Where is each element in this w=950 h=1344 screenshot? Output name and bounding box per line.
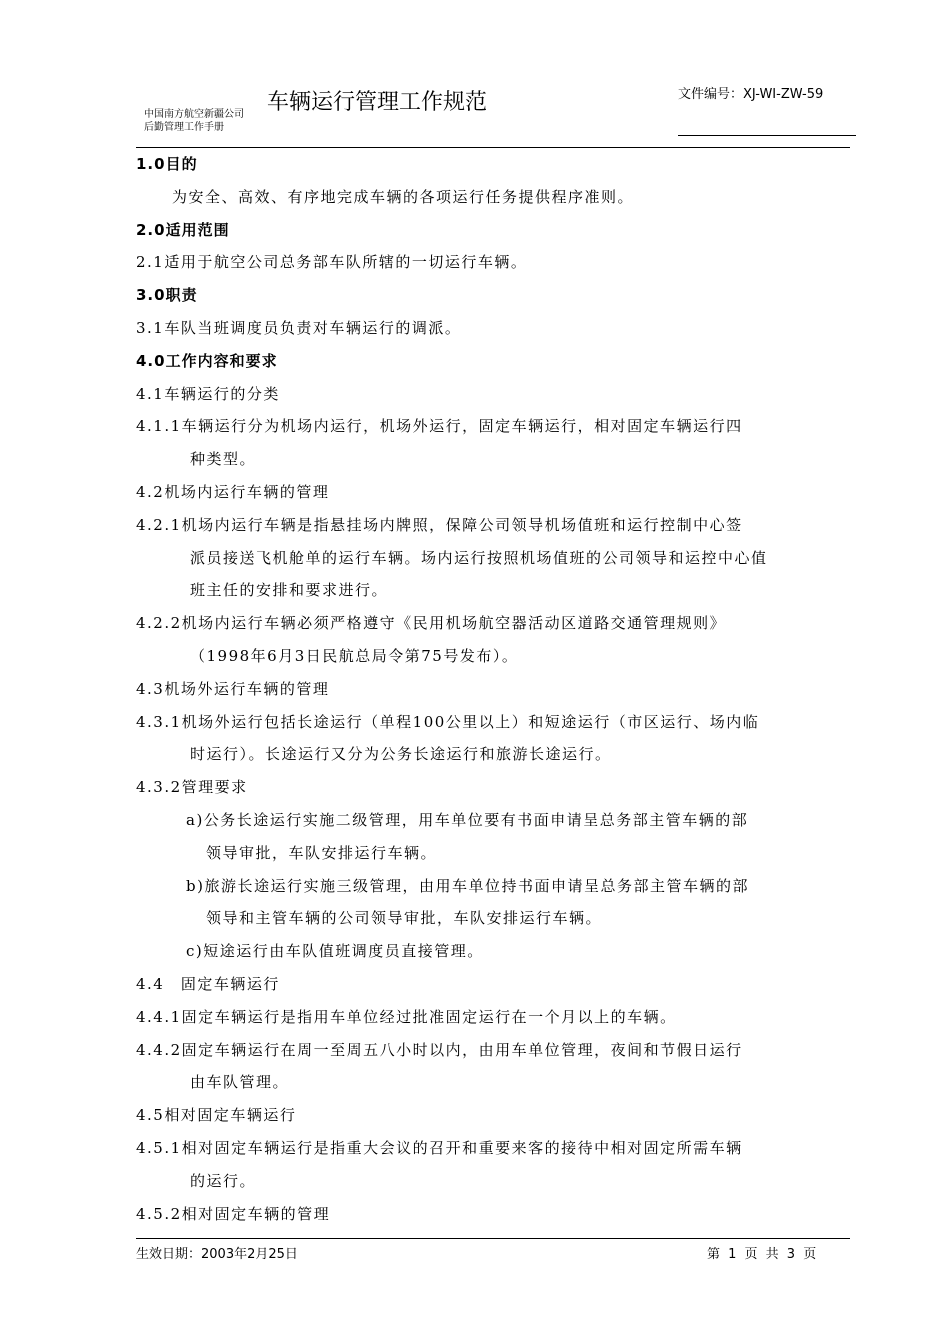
body-line: 4.3.2管理要求 <box>136 778 248 797</box>
body-line: 班主任的安排和要求进行。 <box>190 581 389 600</box>
body-line: 4.5相对固定车辆运行 <box>136 1106 297 1125</box>
section-heading: 2.0适用范围 <box>136 220 230 239</box>
page-number: 第 1 页 共 3 页 <box>707 1247 817 1262</box>
file-number-underline <box>678 135 856 136</box>
footer-divider <box>136 1238 850 1239</box>
company-line-1: 中国南方航空新疆公司 <box>144 109 244 120</box>
body-line: 4.4.1固定车辆运行是指用车单位经过批准固定运行在一个月以上的车辆。 <box>136 1007 677 1026</box>
body-line: 领导审批，车队安排运行车辆。 <box>206 843 438 862</box>
body-line: c)短途运行由车队值班调度员直接管理。 <box>186 942 484 961</box>
body-line: 4.2机场内运行车辆的管理 <box>136 482 330 501</box>
section-heading: 4.0工作内容和要求 <box>136 351 278 370</box>
body-line: 4.2.1机场内运行车辆是指悬挂场内牌照，保障公司领导机场值班和运行控制中心签 <box>136 515 743 534</box>
body-line: a)公务长途运行实施二级管理，用车单位要有书面申请呈总务部主管车辆的部 <box>186 810 749 829</box>
body-line: 4.5.1相对固定车辆运行是指重大会议的召开和重要来客的接待中相对固定所需车辆 <box>136 1138 743 1157</box>
body-line: 3.1车队当班调度员负责对车辆运行的调派。 <box>136 318 462 337</box>
section-heading: 1.0目的 <box>136 155 198 173</box>
body-line: 种类型。 <box>190 450 257 469</box>
body-line: 4.2.2机场内运行车辆必须严格遵守《民用机场航空器活动区道路交通管理规则》 <box>136 614 727 633</box>
body-line: 4.1.1车辆运行分为机场内运行，机场外运行，固定车辆运行，相对固定车辆运行四 <box>136 417 743 436</box>
body-line: 为安全、高效、有序地完成车辆的各项运行任务提供程序准则。 <box>172 187 635 206</box>
company-line-2: 后勤管理工作手册 <box>144 122 224 133</box>
body-line: 4.5.2相对固定车辆的管理 <box>136 1204 331 1223</box>
body-line: 领导和主管车辆的公司领导审批，车队安排运行车辆。 <box>206 909 603 928</box>
document-title: 车辆运行管理工作规范 <box>267 90 488 115</box>
body-line: 时运行）。长途运行又分为公务长途运行和旅游长途运行。 <box>190 745 612 764</box>
body-line: 2.1适用于航空公司总务部车队所辖的一切运行车辆。 <box>136 253 528 272</box>
file-number: 文件编号：XJ-WI-ZW-59 <box>678 87 824 102</box>
body-line: 4.4.2固定车辆运行在周一至周五八小时以内，由用车单位管理，夜间和节假日运行 <box>136 1040 743 1059</box>
body-line: 由车队管理。 <box>190 1073 290 1092</box>
company-name <box>144 108 244 134</box>
section-heading: 3.0职责 <box>136 286 198 305</box>
body-line: 4.1车辆运行的分类 <box>136 384 280 403</box>
document-body <box>136 148 856 1230</box>
effective-date: 生效日期：2003年2月25日 <box>136 1247 298 1262</box>
body-line: 4.3.1机场外运行包括长途运行（单程100公里以上）和短途运行（市区运行、场内临 <box>136 712 760 731</box>
body-line: 4.4 固定车辆运行 <box>136 974 280 993</box>
body-line: 的运行。 <box>190 1171 257 1190</box>
body-line: （1998年6月3日民航总局令第75号发布）。 <box>190 646 519 665</box>
body-line: 4.3机场外运行车辆的管理 <box>136 679 330 698</box>
document-header <box>136 80 856 152</box>
body-line: b)旅游长途运行实施三级管理，由用车单位持书面申请呈总务部主管车辆的部 <box>186 876 749 895</box>
body-line: 派员接送飞机舱单的运行车辆。场内运行按照机场值班的公司领导和运控中心值 <box>190 548 768 567</box>
